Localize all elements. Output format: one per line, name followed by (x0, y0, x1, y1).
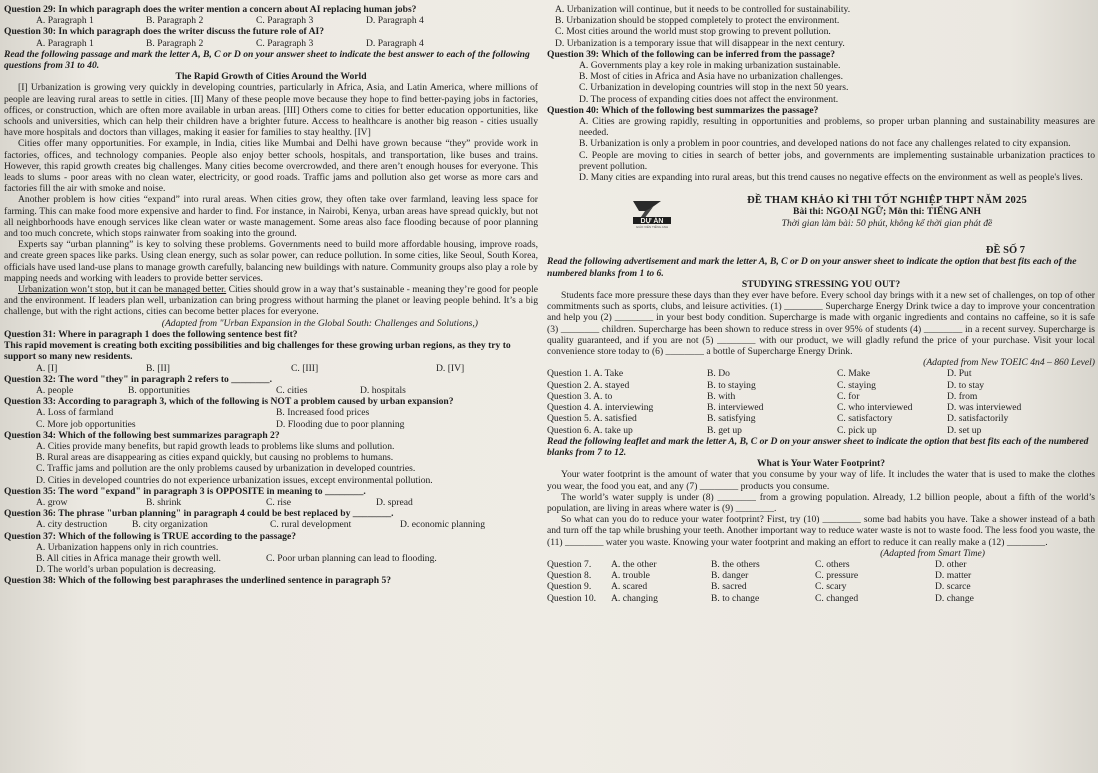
q37-options (4, 542, 538, 576)
logo-text: DỰ ÁN (640, 218, 664, 226)
ad-q5-a: Question 5. A. satisfied (547, 413, 637, 425)
leaf-q9-a: A. scared (611, 581, 648, 593)
left-column (4, 4, 538, 587)
passage-paragraph-5 (4, 284, 538, 318)
q40-opt-c: C. People are moving to cities in search of better jobs, and governments are implementing sustainable urbanization practices to prevent pollution. (579, 149, 1095, 172)
q39-options (547, 60, 1095, 105)
ad-q4-d: D. was interviewed (947, 402, 1022, 414)
q32-options (4, 385, 538, 396)
leaf-q8-c: C. pressure (815, 570, 859, 582)
q32-opt-d: D. hospitals (360, 384, 406, 396)
ad-q4-c: C. who interviewed (837, 402, 913, 414)
leaflet-title: What is Your Water Footprint? (756, 458, 886, 470)
q36-opt-a: A. city destruction (36, 519, 108, 531)
section-instruction: Read the following passage and mark the letter A, B, C or D on your answer sheet to indicate the best answer to each of the following questions from 31 to 40. (4, 48, 530, 72)
ad-q6-d: D. set up (947, 424, 982, 436)
ad-q5-c: C. satisfactory (837, 413, 893, 425)
ad-title: STUDYING STRESSING YOU OUT? (741, 278, 901, 290)
q35-opt-a: A. grow (36, 496, 68, 508)
q33-opt-a: A. Loss of farmland (36, 407, 114, 419)
q38-opt-d: D. Urbanization is a temporary issue that will disappear in the next century. (555, 37, 845, 49)
leaf-q7-b: B. the others (711, 558, 760, 570)
q37-opt-a: A. Urbanization happens only in rich countries. (36, 541, 219, 553)
q36-opt-c: C. rural development (270, 519, 352, 531)
q31-text: Question 31: Where in paragraph 1 does the following sentence best fit? (4, 328, 298, 340)
q31-opt-b: B. [II] (146, 362, 170, 374)
ad-q4-b: B. interviewed (707, 402, 764, 414)
leaf-q10-d: D. change (935, 592, 974, 604)
ad-q3-b: B. with (707, 390, 736, 402)
ad-questions (547, 368, 1095, 435)
q34-opt-d: D. Cities in developed countries do not experience urbanization issues, except environmental pollution. (36, 474, 433, 486)
q32-opt-b: B. opportunities (128, 384, 190, 396)
q38-opt-c: C. Most cities around the world must stop growing to prevent pollution. (555, 26, 831, 38)
q31-opt-d: D. [IV] (436, 362, 465, 374)
passage-title: The Rapid Growth of Cities Around the World (175, 71, 367, 83)
q35-opt-b: B. shrink (146, 496, 182, 508)
leaf-q8-b: B. danger (711, 570, 749, 582)
q35-opt-c: C. rise (266, 496, 292, 508)
leaf-q9-label: Question 9. (547, 581, 592, 593)
q40-opt-a: A. Cities are growing rapidly, resulting in opportunities and problems, so proper urban planning and sustainability measures are needed. (579, 116, 1095, 139)
ad-source: (Adapted from New TOEIC 4n4 – 860 Level) (923, 357, 1095, 369)
q40-opt-d: D. Many cities are expanding into rural areas, but this trend causes no negative effects on the environment as well as people's lives. (579, 172, 1083, 184)
leaf-q7-c: C. others (815, 558, 850, 570)
logo-subtext: GIÁO VIÊN TIẾNG ANH (635, 225, 669, 230)
ad-q3-a: Question 3. A. to (547, 390, 613, 402)
right-column (547, 4, 1095, 604)
q38-opt-a: A. Urbanization will continue, but it needs to be controlled for sustainability. (555, 4, 851, 15)
leaf-q9-d: D. scarce (935, 581, 971, 593)
q39-opt-c: C. Urbanization in developing countries will stop in the next 50 years. (579, 82, 849, 94)
ad-q5-d: D. satisfactorily (947, 413, 1009, 425)
project-logo (627, 197, 677, 229)
ad-q2-c: C. staying (837, 379, 876, 391)
q38-options (547, 4, 1095, 49)
q33-text: Question 33: According to paragraph 3, which of the following is NOT a problem caused by urban expansion? (4, 396, 454, 408)
passage-source: (Adapted from "Urban Expansion in the Global South: Challenges and Solutions,) (161, 317, 478, 329)
leaf-q10-b: B. to change (711, 592, 760, 604)
q29-text: Question 29: In which paragraph does the writer mention a concern about AI replacing human jobs? (4, 4, 417, 15)
q33-opt-c: C. More job opportunities (36, 418, 136, 430)
q38-opt-b: B. Urbanization should be stopped completely to protect the environment. (555, 15, 840, 27)
q32-opt-a: A. people (36, 384, 74, 396)
leaf-q10-c: C. changed (815, 592, 859, 604)
q34-text: Question 34: Which of the following best summarizes paragraph 2? (4, 429, 280, 441)
leaflet-instruction: Read the following leaflet and mark the letter A, B, C or D on your answer sheet to indicate the option that best fits each of the numbered blanks from 7 to 12. (547, 435, 1089, 458)
ad-q6-b: B. get up (707, 424, 742, 436)
q37-opt-c: C. Poor urban planning can lead to flooding. (266, 552, 437, 564)
q31-options (4, 363, 538, 374)
q34-opt-b: B. Rural areas are disappearing as cities expand quickly, but causing no problems to humans. (36, 452, 394, 464)
q38-text: Question 38: Which of the following best paraphrases the underlined sentence in paragraph 5? (4, 575, 392, 587)
leaf-q7-a: A. the other (611, 558, 657, 570)
q34-opt-c: C. Traffic jams and pollution are the only problems caused by urbanization in developed countries. (36, 463, 416, 475)
ad-q3-d: D. from (947, 390, 978, 402)
q30-options (4, 38, 538, 49)
q30-opt-b: B. Paragraph 2 (146, 37, 204, 49)
leaf-q9-c: C. scary (815, 581, 847, 593)
q37-opt-d: D. The world’s urban population is decreasing. (36, 564, 216, 576)
ad-q2-d: D. to stay (947, 379, 985, 391)
ad-q5-b: B. satisfying (707, 413, 756, 425)
passage-paragraph-4: Experts say “urban planning” is key to solving these problems. Governments need to build more affordable housing, improve roads, and create green spaces like parks. Using clean energy, such as solar power, can reduce pollution. In some cities, like Seoul, South Korea, officials have used land-use plans to manage growth carefully, balancing new buildings with nature. Community groups also play a role by mapping needs and working with leaders to provide better services. (4, 239, 538, 284)
q30-text: Question 30: In which paragraph does the writer discuss the future role of AI? (4, 26, 325, 38)
passage-paragraph-2: Cities offer many opportunities. For example, in India, cities like Mumbai and Delhi have grown because “they” provide work in factories, offices, and technology companies. People also enjoy better schools, hospitals, and transportation, like buses and trains. However, this rapid growth creates big challenges. Many cities become overcrowded, and there aren’t enough houses for everyone. This leads to slums - poor areas with no clean water, electricity, or good roads. Traffic jams and pollution also get worse as more cars and factories fill the air with smoke and noise. (4, 138, 538, 195)
passage-paragraph-1: [I] Urbanization is growing very quickly in developing countries, particularly in Africa, Asia, and Latin America, where millions of people are leaving rural areas to settle in cities. [II] Many of these people move because they hope to find better-paying jobs in factories, offices, or construction, which are often more available in urban areas. [III] Others come to cities for better education opportunities, like schools and universities, which can help their children have a brighter future. Access to healthcare is another big reason - cities usually have more hospitals and doctors than villages, making it easier for families to stay healthy. [IV] (4, 82, 538, 139)
q32-text: Question 32: The word "they" in paragraph 2 refers to ________. (4, 373, 272, 385)
ad-q1-d: D. Put (947, 368, 972, 380)
ad-q1-b: B. Do (707, 368, 730, 380)
ad-q4-a: Question 4. A. interviewing (547, 402, 654, 414)
ad-text: Students face more pressure these days than they ever have before. Every school day brings with it a new set of challenges, on top of other commitments such as sports, clubs, and leisure activities. (1) ________ Supercharge Energy Drink twice a day to improve your concentration and help you (2) ________ in your best body condition. Supercharge is made with organic ingredients and contains no caffeine, so it is safe (3) ________ children. Supercharge has been shown to reduce stress in over 95% of students (4) ________ in a recent survey. Supercharge is quality guaranteed, and if you are not (5) ________ with our product, we will gladly refund the price of your purchase. Visit your local convenience store today to (6) ________ a bottle of Supercharge Energy Drink. (547, 290, 1095, 358)
leaflet-paragraph-1: Your water footprint is the amount of water that you consume by your way of life. It includes the water that is used to make the clothes you wear, the food you eat, and any (7) ________ products you consume. (547, 469, 1095, 492)
leaf-q8-label: Question 8. (547, 570, 592, 582)
q29-opt-a: A. Paragraph 1 (36, 15, 94, 27)
q40-options (547, 116, 1095, 183)
exam-header-text (682, 195, 1092, 229)
leaf-q8-a: A. trouble (611, 570, 650, 582)
logo-mark-icon (627, 197, 677, 229)
q31-opt-c: C. [III] (291, 362, 319, 374)
q33-opt-d: D. Flooding due to poor planning (276, 418, 405, 430)
q29-opt-d: D. Paragraph 4 (366, 15, 424, 27)
q31-quote: This rapid movement is creating both exciting possibilities and big challenges for these growing urban regions, as they try to support so many new residents. (4, 340, 511, 363)
ad-q2-b: B. to staying (707, 379, 756, 391)
q36-opt-b: B. city organization (132, 519, 208, 531)
exam-subject: Bài thi: NGOẠI NGỮ; Môn thi: TIẾNG ANH (793, 206, 981, 218)
q32-opt-c: C. cities (276, 384, 308, 396)
ad-q1-c: C. Make (837, 368, 871, 380)
q36-text: Question 36: The phrase "urban planning" in paragraph 4 could be best replaced by ________. (4, 508, 394, 520)
ad-q6-a: Question 6. A. take up (547, 424, 633, 436)
passage-paragraph-3: Another problem is how cities “expand” into rural areas. When cities grow, they often take over farmland, leaving less space for farming. This can make food more expensive and harder to find. For instance, in Nairobi, Kenya, urban areas have spread quickly, but not all neighborhoods have enough services like clean water or waste management. Some areas also face flooding because of poor planning and too much concrete, which stops rainwater from soaking into the ground. (4, 194, 538, 240)
q40-opt-b: B. Urbanization is only a problem in poor countries, and developed nations do not face any challenges related to city expansion. (579, 138, 1071, 150)
leaf-q8-d: D. matter (935, 570, 972, 582)
q37-text: Question 37: Which of the following is TRUE according to the passage? (4, 530, 297, 542)
q29-opt-b: B. Paragraph 2 (146, 15, 204, 27)
q33-opt-b: B. Increased food prices (276, 407, 370, 419)
q37-opt-b: B. All cities in Africa manage their growth well. (36, 552, 221, 564)
ad-q6-c: C. pick up (837, 424, 877, 436)
q36-options (4, 519, 538, 530)
q35-options (4, 497, 538, 508)
q39-text: Question 39: Which of the following can be inferred from the passage? (547, 48, 836, 60)
q30-opt-c: C. Paragraph 3 (256, 37, 314, 49)
leaf-q7-d: D. other (935, 558, 967, 570)
q34-options (4, 441, 538, 486)
exam-number: ĐỀ SỐ 7 (985, 245, 1025, 257)
leaf-q10-label: Question 10. (547, 592, 597, 604)
q35-opt-d: D. spread (376, 496, 413, 508)
exam-header (547, 195, 1095, 245)
q36-opt-d: D. economic planning (400, 519, 485, 531)
paragraph-5-rest: Cities should grow in a way that’s sustainable - meaning they’re good for people and the environment. If leaders plan well, urbanization can bring progress without harming the planet or leaving people behind. It’s a big challenge, but with the right actions, cities can become better places for everyone. (4, 284, 538, 318)
q29-options (4, 15, 538, 26)
q40-text: Question 40: Which of the following best summarizes the passage? (547, 104, 819, 116)
exam-title: ĐỀ THAM KHẢO KÌ THI TỐT NGHIỆP THPT NĂM 2025 (747, 195, 1027, 207)
ad-q3-c: C. for (837, 390, 860, 402)
q30-opt-a: A. Paragraph 1 (36, 37, 94, 49)
leaflet-source: (Adapted from Smart Time) (880, 547, 985, 559)
ad-instruction: Read the following advertisement and mark the letter A, B, C or D on your answer sheet to indicate the option that best fits each of the numbered blanks from 1 to 6. (547, 256, 1077, 279)
ad-q1-a: Question 1. A. Take (547, 368, 624, 380)
q34-opt-a: A. Cities provide many benefits, but rapid growth leads to problems like slums and pollution. (36, 440, 395, 452)
leaflet-paragraph-3: So what can you do to reduce your water footprint? First, try (10) ________ some bad habits you have. Take a shower instead of a bath and turn off the tap while brushing your teeth. Another important way to reduce water waste is not to waste food. The less food you waste, the (11) ________ water you waste. Knowing your water footprint and making an effort to reduce it can really make a (12) ________. (547, 514, 1095, 548)
ad-q2-a: Question 2. A. stayed (547, 379, 630, 391)
q30-opt-d: D. Paragraph 4 (366, 37, 424, 49)
leaf-q7-label: Question 7. (547, 558, 592, 570)
q35-text: Question 35: The word "expand" in paragraph 3 is OPPOSITE in meaning to ________. (4, 485, 366, 497)
q39-opt-b: B. Most of cities in Africa and Asia have no urbanization challenges. (579, 71, 844, 83)
q39-opt-a: A. Governments play a key role in making urbanization sustainable. (579, 60, 841, 72)
leaflet-paragraph-2: The world’s water supply is under (8) ________ from a growing population. Already, 1.2 billion people, about a fifth of the world’s population, are living in areas where water is (9) ________. (547, 491, 1095, 514)
q39-opt-d: D. The process of expanding cities does not affect the environment. (579, 93, 839, 105)
leaf-q10-a: A. changing (611, 592, 658, 604)
q33-options (4, 407, 538, 429)
leaf-q9-b: B. sacred (711, 581, 747, 593)
q31-opt-a: A. [I] (36, 362, 58, 374)
underlined-sentence: Urbanization won’t stop, but it can be managed better. (18, 284, 227, 296)
q29-opt-c: C. Paragraph 3 (256, 15, 314, 27)
leaflet-questions (547, 559, 1095, 604)
exam-time: Thời gian làm bài: 50 phút, không kể thời gian phát đề (781, 217, 993, 229)
